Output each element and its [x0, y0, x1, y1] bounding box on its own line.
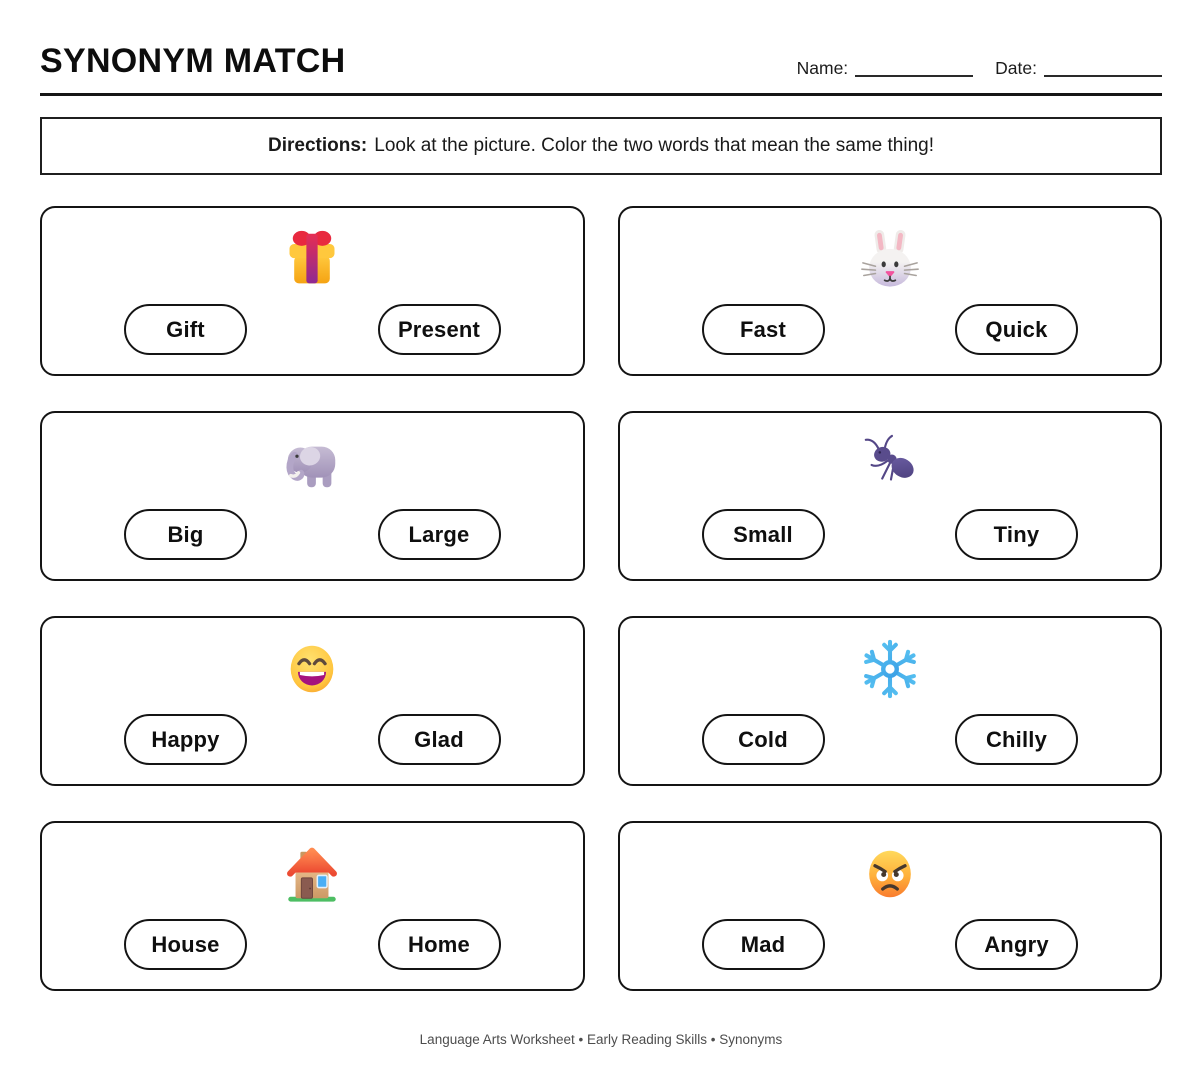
word-label: Big [167, 521, 204, 547]
synonym-card [618, 821, 1163, 991]
word-pills-row [620, 714, 1161, 765]
word-pill-home[interactable] [378, 919, 501, 970]
rabbit-face-icon [859, 225, 921, 293]
word-pills-row [620, 509, 1161, 560]
word-pill-cold[interactable] [702, 714, 825, 765]
name-field-line[interactable] [855, 71, 973, 77]
word-pill-chilly[interactable] [955, 714, 1078, 765]
word-label: Chilly [985, 726, 1048, 752]
cards-grid [40, 206, 1162, 991]
word-pill-angry[interactable] [955, 919, 1078, 970]
word-pills-row [42, 509, 583, 560]
word-pill-mad[interactable] [702, 919, 825, 970]
word-label: Tiny [993, 521, 1040, 547]
word-pill-quick[interactable] [955, 304, 1078, 355]
word-label: Gift [166, 316, 205, 342]
word-label: Mad [740, 931, 786, 957]
name-field-group [797, 59, 974, 78]
house-icon [281, 840, 343, 908]
worksheet-header [40, 44, 1162, 78]
word-label: Angry [984, 931, 1049, 957]
word-label: Cold [738, 726, 788, 752]
synonym-card [40, 616, 585, 786]
word-pill-big[interactable] [124, 509, 247, 560]
word-pill-gift[interactable] [124, 304, 247, 355]
synonym-card [618, 206, 1163, 376]
word-pill-large[interactable] [378, 509, 501, 560]
word-label: Large [408, 521, 470, 547]
word-label: Fast [739, 316, 787, 342]
synonym-card [40, 411, 585, 581]
synonym-card [618, 411, 1163, 581]
directions-label: Directions: [268, 135, 368, 156]
word-label: Happy [151, 726, 220, 752]
word-pills-row [620, 919, 1161, 970]
word-pill-small[interactable] [702, 509, 825, 560]
word-pill-present[interactable] [378, 304, 501, 355]
word-pill-happy[interactable] [124, 714, 247, 765]
date-field-group [995, 59, 1162, 78]
word-label: Glad [414, 726, 464, 752]
word-pill-house[interactable] [124, 919, 247, 970]
name-date-row [797, 59, 1162, 78]
word-pill-glad[interactable] [378, 714, 501, 765]
elephant-icon [281, 430, 343, 498]
word-pills-row [42, 714, 583, 765]
date-label: Date: [995, 57, 1037, 78]
name-label: Name: [796, 57, 849, 78]
word-pills-row [42, 919, 583, 970]
date-field-line[interactable] [1044, 71, 1162, 77]
ant-icon [859, 430, 921, 498]
word-label: Home [408, 931, 470, 957]
header-divider [40, 93, 1162, 96]
word-pills-row [42, 304, 583, 355]
snowflake-icon [859, 635, 921, 703]
angry-face-icon [859, 840, 921, 908]
directions-box [40, 117, 1162, 175]
synonym-card [40, 206, 585, 376]
word-label: Present [397, 316, 481, 342]
directions-text: Look at the picture. Color the two words that mean the same thing! [374, 135, 934, 156]
footer-text: Language Arts Worksheet • Early Reading Skills • Synonyms [419, 1032, 783, 1047]
word-pills-row [620, 304, 1161, 355]
word-pill-fast[interactable] [702, 304, 825, 355]
synonym-card [40, 821, 585, 991]
word-label: House [151, 931, 220, 957]
gift-icon [282, 225, 342, 293]
word-label: Quick [985, 316, 1048, 342]
grinning-face-icon [281, 635, 343, 703]
word-pill-tiny[interactable] [955, 509, 1078, 560]
synonym-card [618, 616, 1163, 786]
word-label: Small [733, 521, 793, 547]
page-title: SYNONYM MATCH [40, 42, 346, 80]
